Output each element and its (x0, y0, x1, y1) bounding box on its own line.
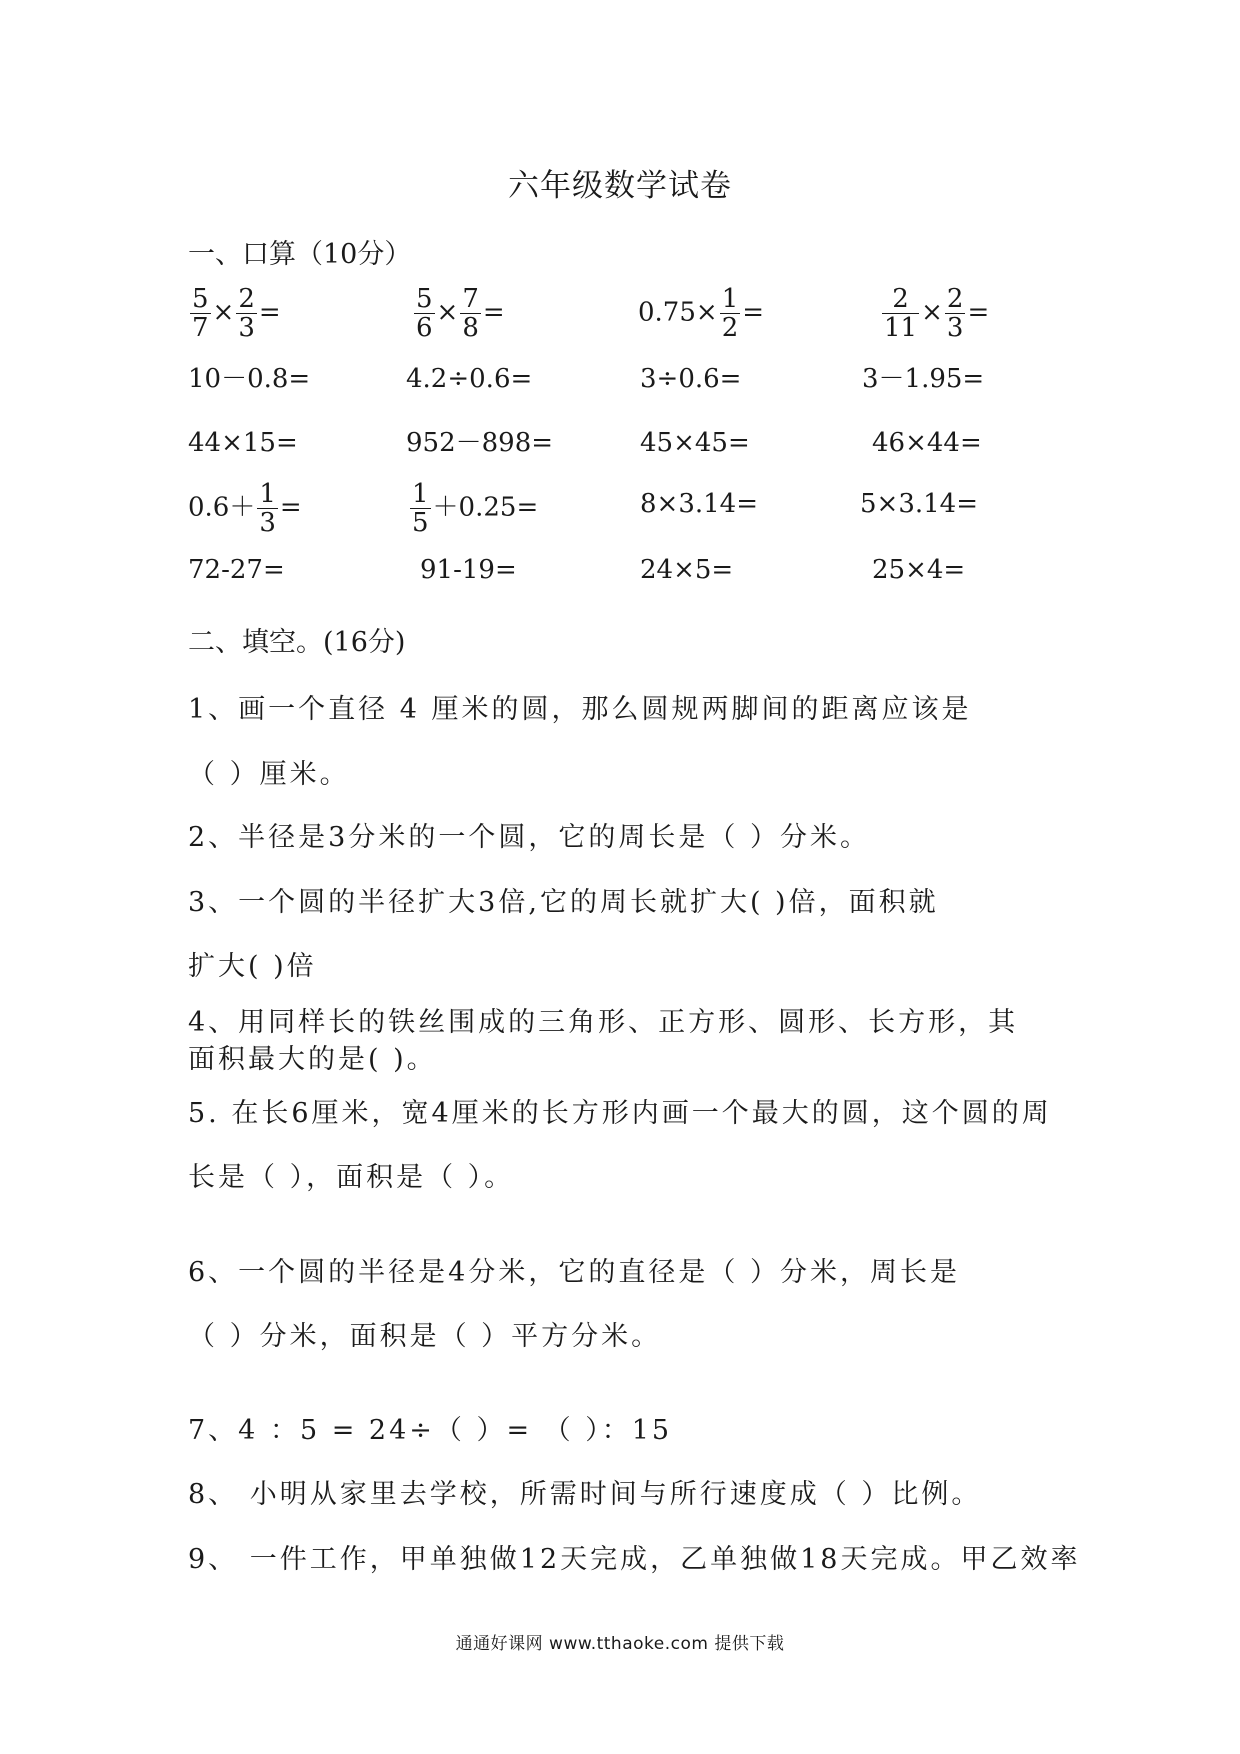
calc-row5-item1: 72-27= (188, 555, 285, 585)
question-line: 4、用同样长的铁丝围成的三角形、正方形、圆形、长方形，其 (188, 1007, 1019, 1038)
calc-row3-item2: 952－898= (406, 428, 554, 458)
calc-row1-item3: 0.75× $\frac{1}{2}$ = (638, 284, 765, 343)
calc-row5-item3: 24×5= (640, 555, 734, 585)
question-line: 面积最大的是( )。 (188, 1044, 437, 1075)
question-line: 8、 小明从家里去学校，所需时间与所行速度成（ ）比例。 (188, 1479, 982, 1510)
fraction: $\frac{2}{3}$ (946, 284, 964, 343)
calc-row4-item4: 5×3.14= (860, 489, 979, 519)
question-line: 扩大( )倍 (188, 951, 317, 982)
calc-row3-item1: 44×15= (188, 428, 298, 458)
calc-row3-item4: 46×44= (872, 428, 982, 458)
calc-row1-item2: $\frac{5}{6}$ × $\frac{7}{8}$ = (416, 284, 505, 343)
calc-row4-item3: 8×3.14= (640, 489, 759, 519)
calc-row4-item2: $\frac{1}{5}$ ＋0.25= (412, 479, 539, 538)
question-line: 长是（ ），面积是（ ）。 (188, 1162, 515, 1193)
question-line: 6、一个圆的半径是4分米，它的直径是（ ）分米，周长是 (188, 1257, 960, 1288)
question-line: （ ）厘米。 (188, 759, 350, 790)
question-line: 9、 一件工作，甲单独做12天完成，乙单独做18天完成。甲乙效率 (188, 1544, 1081, 1575)
question-line: 2、半径是3分米的一个圆，它的周长是（ ）分米。 (188, 822, 870, 853)
fraction: $\frac{2}{3}$ (238, 284, 255, 343)
fraction: $\frac{5}{6}$ (416, 284, 433, 343)
question-line: 7、4 ：5 = 24÷（ ）= （ ）：15 (188, 1415, 673, 1446)
question-line: （ ）分米，面积是（ ）平方分米。 (188, 1321, 662, 1352)
fraction: $\frac{1}{3}$ (259, 479, 276, 538)
footer-credit: 通通好课网 www.tthaoke.com 提供下载 (455, 1634, 785, 1654)
calc-row2-item1: 10－0.8= (188, 364, 311, 394)
calc-row4-item1: 0.6＋ $\frac{1}{3}$ = (188, 479, 302, 538)
section-1-heading: 一、口算（10分） (188, 239, 412, 270)
section-2-heading: 二、填空。(16分) (188, 627, 406, 658)
question-line: 1、画一个直径 4 厘米的圆，那么圆规两脚间的距离应该是 (188, 694, 972, 725)
fraction: $\frac{5}{7}$ (192, 284, 209, 343)
calc-row1-item1: $\frac{5}{7}$ × $\frac{2}{3}$ = (192, 284, 281, 343)
question-line: 3、一个圆的半径扩大3倍,它的周长就扩大( )倍，面积就 (188, 887, 939, 918)
calc-row2-item3: 3÷0.6= (640, 364, 742, 394)
calc-row5-item2: 91-19= (420, 555, 517, 585)
fraction: $\frac{7}{8}$ (462, 284, 479, 343)
question-line: 5. 在长6厘米，宽4厘米的长方形内画一个最大的圆，这个圆的周 (188, 1098, 1052, 1129)
fraction: $\frac{1}{5}$ (412, 479, 429, 538)
calc-row1-item4: $\frac{2}{11}$ × $\frac{2}{3}$ = (884, 284, 990, 343)
calc-row5-item4: 25×4= (872, 555, 966, 585)
fraction: $\frac{1}{2}$ (721, 284, 739, 343)
page-title: 六年级数学试卷 (508, 168, 732, 204)
calc-row2-item4: 3－1.95= (862, 364, 985, 394)
calc-row2-item2: 4.2÷0.6= (406, 364, 533, 394)
calc-row3-item3: 45×45= (640, 428, 750, 458)
fraction: $\frac{2}{11}$ (884, 284, 918, 343)
